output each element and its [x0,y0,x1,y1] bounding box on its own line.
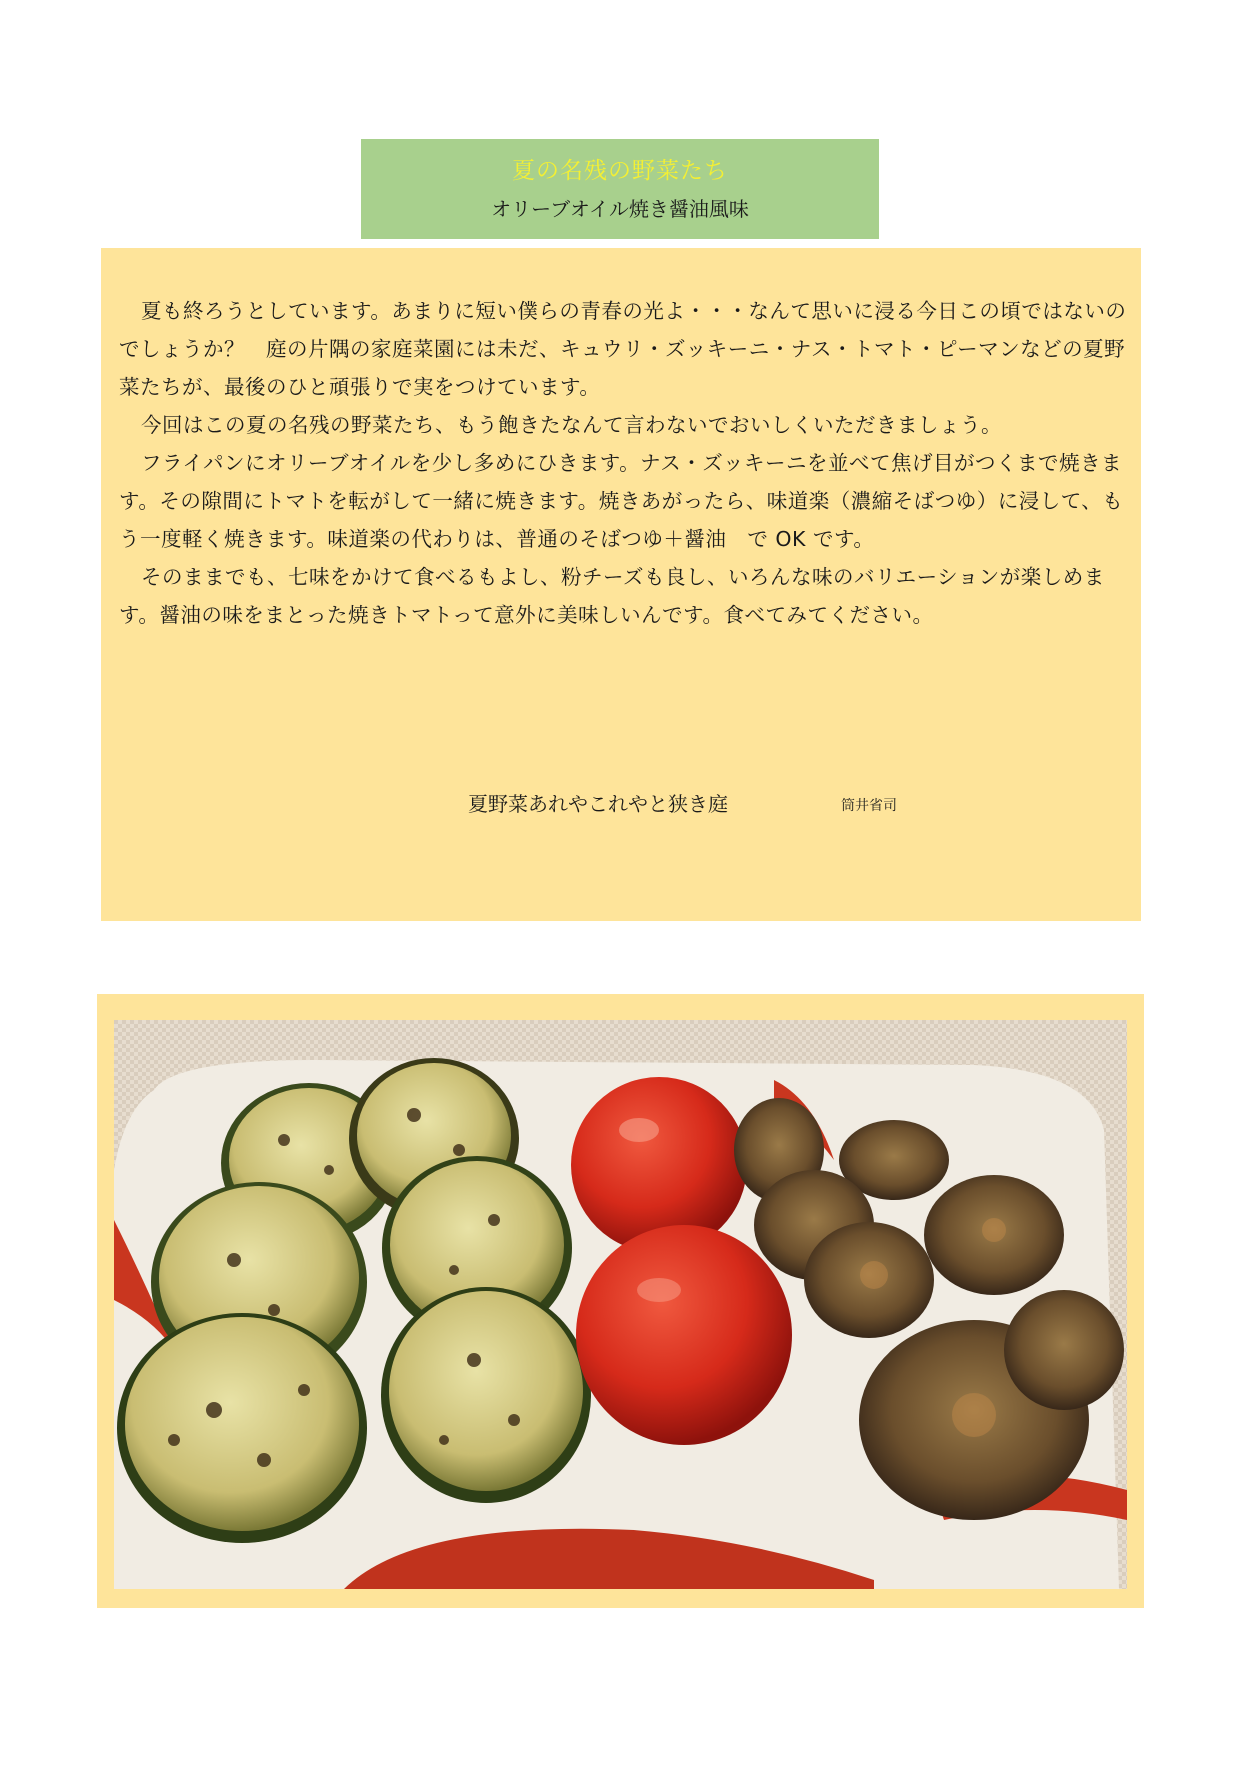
page-title: 夏の名残の野菜たち [512,158,728,184]
serving-paragraph: そのままでも、七味をかけて食べるもよし、粉チーズも良し、いろんな味のバリエーションが楽しめます。醤油の味をまとった焼きトマトって意外に美味しいんです。食べてみてください。 [119,565,1105,627]
method-paragraph: フライパンにオリーブオイルを少し多めにひきます。ナス・ズッキーニを並べて焦げ目がつくまで焼きます。その隙間にトマトを転がして一緒に焼きます。焼きあがったら、味道楽（濃縮そばつゆ）に浸して、もう一度軽く焼きます。味道楽の代わりは、普通のそばつゆ＋醤油 で OK です。 [119,451,1124,551]
intro-paragraphs [119,292,1129,444]
photo-frame [97,994,1144,1608]
haiku: 夏野菜あれやこれやと狭き庭 [468,792,728,816]
recipe-text-panel [101,248,1141,921]
method-paragraphs [119,444,1129,634]
title-banner [361,139,879,239]
grilled-vegetables-photo [114,1020,1127,1589]
intro-paragraph-2: 今回はこの夏の名残の野菜たち、もう飽きたなんて言わないでおいしくいただきましょう。 [141,413,1002,437]
page-subtitle: オリーブオイル焼き醤油風味 [491,197,749,221]
intro-paragraph: 夏も終ろうとしています。あまりに短い僕らの青春の光よ・・・なんて思いに浸る今日この頃ではないのでしょうか？ 庭の片隅の家庭菜園には未だ、キュウリ・ズッキーニ・ナス・トマト・ピーマンなどの夏野菜たちが、最後のひと頑張りで実をつけています。 [119,299,1127,399]
author-name: 筒井省司 [841,798,897,814]
